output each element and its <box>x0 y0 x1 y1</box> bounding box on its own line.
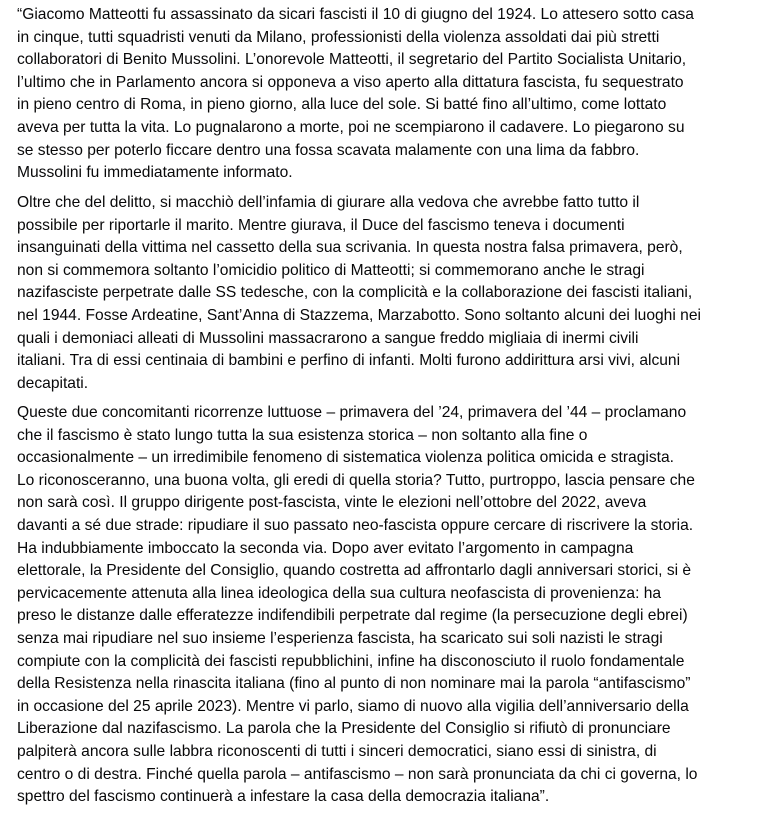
text-line: senza mai ripudiare nel suo insieme l’esperienza fascista, ha scaricato sui soli nazisti le stragi <box>17 629 663 647</box>
text-line: che il fascismo è stato lungo tutta la sua esistenza storica – non soltanto alla fine o <box>17 426 588 444</box>
text-line: nel 1944. Fosse Ardeatine, Sant’Anna di Stazzema, Marzabotto. Sono soltanto alcuni dei luoghi nei <box>17 306 701 324</box>
text-line: se stesso per poterlo ficcare dentro una fossa scavata malamente con una lima da fabbro. <box>17 141 640 159</box>
text-line: aveva per tutta la vita. Lo pugnalarono a morte, poi ne scempiarono il cadavere. Lo piegarono su <box>17 118 685 136</box>
text-line: pervicacemente attenuta alla linea ideologica della sua cultura neofascista di provenienza: ha <box>17 584 662 602</box>
text-line: nazifasciste perpetrate dalle SS tedesche, con la complicità e la collaborazione dei fascisti italiani, <box>17 284 693 302</box>
text-line: Mussolini fu immediatamente informato. <box>17 164 293 182</box>
text-line: davanti a sé due strade: ripudiare il suo passato neo-fascista oppure cercare di riscrivere la storia. <box>17 516 694 534</box>
text-line: Lo riconosceranno, una buona volta, gli eredi di quella storia? Tutto, purtroppo, lascia pensare che <box>17 471 695 489</box>
text-line: possibile per riportarle il marito. Mentre giurava, il Duce del fascismo teneva i documenti <box>17 216 625 234</box>
text-line: della Resistenza nella rinascita italiana (fino al punto di non nominare mai la parola “antifascismo” <box>17 675 691 693</box>
text-line: collaboratori di Benito Mussolini. L’onorevole Matteotti, il segretario del Partito Socialista Unitario, <box>17 51 687 69</box>
text-line: compiute con la complicità dei fascisti repubblichini, infine ha disconosciuto il ruolo fondamentale <box>17 652 685 670</box>
text-line: preso le distanze dalle efferatezze indifendibili perpetrate dal regime (la persecuzione degli ebrei) <box>17 607 688 625</box>
text-line: non si commemora soltanto l’omicidio politico di Matteotti; si commemorano anche le stragi <box>17 261 645 279</box>
post-paragraph-2 <box>17 192 701 395</box>
text-line: Queste due concomitanti ricorrenze luttuose – primavera del ’24, primavera del ’44 – proclamano <box>17 404 687 421</box>
text-line: in occasione del 25 aprile 2023). Mentre vi parlo, siamo di nuovo alla vigilia dell’anniversario della <box>17 697 689 715</box>
text-line: in cinque, tutti squadristi venuti da Milano, professionisti della violenza assoldati dai più stretti <box>17 28 660 46</box>
text-line: palpiterà ancora sulle labbra riconoscenti di tutti i sinceri democratici, siano essi di sinistra, di <box>17 742 657 760</box>
text-line: Oltre che del delitto, si macchiò dell’infamia di giurare alla vedova che avrebbe fatto tutto il <box>17 194 640 211</box>
text-line: centro o di destra. Finché quella parola – antifascismo – non sarà pronunciata da chi ci governa, lo <box>17 765 698 783</box>
post-paragraph-3 <box>17 402 697 809</box>
text-line: decapitati. <box>17 374 89 392</box>
text-line: non sarà così. Il gruppo dirigente post-fascista, vinte le elezioni nell’ottobre del 2022, aveva <box>17 494 647 512</box>
text-line: insanguinati della vittima nel cassetto della sua scrivania. In questa nostra falsa primavera, però, <box>17 239 683 257</box>
post-paragraph-1 <box>17 4 694 185</box>
text-line: italiani. Tra di essi centinaia di bambini e perfino di infanti. Molti furono addirittura arsi vivi, alcuni <box>17 352 681 370</box>
text-line: l’ultimo che in Parlamento ancora si opponeva a viso aperto alla dittatura fascista, fu sequestrato <box>17 73 684 91</box>
text-line: elettorale, la Presidente del Consiglio, quando costretta ad affrontarlo dagli anniversari storici, si è <box>17 562 692 580</box>
text-line: quali i demoniaci alleati di Mussolini massacrarono a sangue freddo migliaia di inermi civili <box>17 329 639 347</box>
text-line: Liberazione dal nazifascismo. La parola che la Presidente del Consiglio si rifiutò di pronunciare <box>17 720 671 738</box>
text-line: Ha indubbiamente imboccato la seconda via. Dopo aver evitato l’argomento in campagna <box>17 539 634 557</box>
text-line: spettro del fascismo continuerà a infestare la casa della democrazia italiana”. <box>17 788 550 806</box>
text-line: in pieno centro di Roma, in pieno giorno, alla luce del sole. Si batté fino all’ultimo, come lottato <box>17 96 667 114</box>
text-line: occasionalmente – un irredimibile fenomeno di sistematica violenza politica omicida e stragista. <box>17 449 674 467</box>
text-line: “Giacomo Matteotti fu assassinato da sicari fascisti il 10 di giugno del 1924. Lo attesero sotto casa <box>17 6 694 23</box>
